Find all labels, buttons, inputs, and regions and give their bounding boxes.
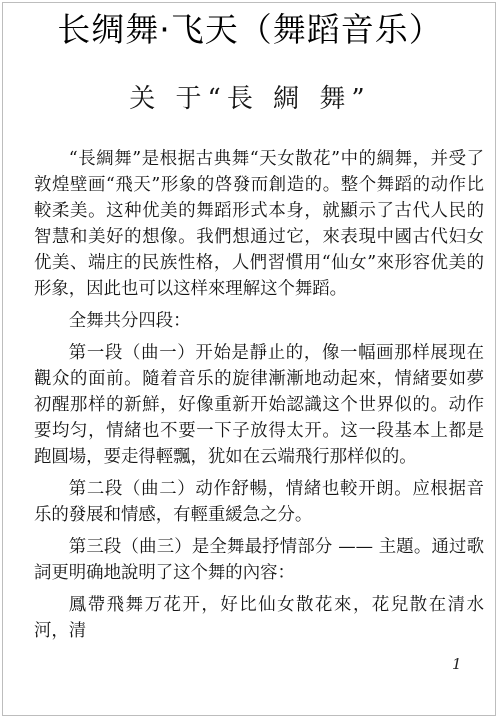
paragraph-lyrics: 鳳帶飛舞万花开，好比仙女散花來，花兒散在清水河，清: [34, 595, 484, 641]
paragraph-overview: 全舞共分四段：: [68, 311, 191, 331]
page-number: 1: [452, 655, 462, 673]
paragraph-section-1: 第一段（曲一）开始是靜止的，像一幅画那样展现在觀众的面前。隨着音乐的旋律漸漸地动起來，情緒要如夢初醒那样的新鮮，好像重新开始認識这个世界似的。动作要均匀，情緒也不要一下子放得太开。这一段基本上都是跑圓場，要走得輕飄，犹如在云端飛行那样似的。: [34, 343, 484, 467]
paragraph-section-2: 第二段（曲二）动作舒暢，情緒也較开朗。应根据音乐的發展和情感，有輕重緩急之分。: [34, 479, 484, 525]
paragraph-intro: “長綢舞”是根据古典舞“天女散花”中的綢舞，并受了敦煌壁画“飛天”形象的啓發而創造的。整个舞蹈的动作比較柔美。这种优美的舞蹈形式本身，就顯示了古代人民的智慧和美好的想像。我們想通过它，來表現中國古代妇女优美、端庄的民族性格，人們習慣用“仙女”來形容优美的形象，因此也可以这样來理解这个舞蹈。: [34, 149, 484, 299]
banner-title: 长绸舞·飞天（舞蹈音乐）: [57, 10, 443, 49]
section-heading: 关 于“長 綢 舞”: [129, 84, 371, 114]
paragraph-section-3: 第三段（曲三）是全舞最抒情部分 —— 主題。通过歌詞更明确地說明了这个舞的內容：: [34, 537, 484, 583]
body-text: [34, 146, 484, 650]
